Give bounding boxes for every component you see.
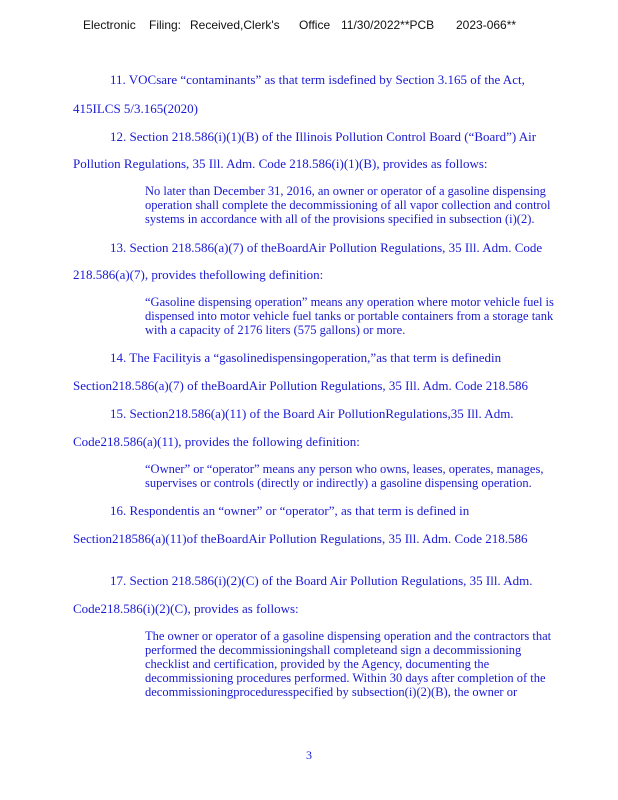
filing-stamp-header xyxy=(0,18,618,38)
paragraph-13-line-2: 218.586(a)(7), provides thefollowing definition: xyxy=(73,267,324,282)
page-number: 3 xyxy=(306,748,312,762)
block-quote-17 xyxy=(145,629,590,699)
header-filing: Filing: xyxy=(149,18,182,32)
paragraph-17-line-1: 17. Section 218.586(i)(2)(C) of the Board Air Pollution Regulations, 35 Ill. Adm. xyxy=(110,573,533,588)
header-date: 11/30/2022**PCB xyxy=(341,18,435,32)
paragraph-14-line-1: 14. The Facilityis a “gasolinedispensingoperation,”as that term is definedin xyxy=(110,350,502,365)
quote-line: with a capacity of 2176 liters (575 gallons) or more. xyxy=(145,323,406,337)
block-quote-12 xyxy=(145,184,590,226)
header-office: Office xyxy=(299,18,331,32)
quote-line: The owner or operator of a gasoline dispensing operation and the contractors that xyxy=(145,629,552,643)
paragraph-13-line-1: 13. Section 218.586(a)(7) of theBoardAir Pollution Regulations, 35 Ill. Adm. Code xyxy=(110,240,543,255)
quote-line: No later than December 31, 2016, an owner or operator of a gasoline dispensing xyxy=(145,184,546,198)
quote-line: systems in accordance with all of the provisions specified in subsection (i)(2). xyxy=(145,212,535,226)
paragraph-14-line-2: Section218.586(a)(7) of theBoardAir Pollution Regulations, 35 Ill. Adm. Code 218.586 xyxy=(73,378,528,393)
header-electronic: Electronic xyxy=(83,18,136,32)
paragraph-12-line-1: 12. Section 218.586(i)(1)(B) of the Illinois Pollution Control Board (“Board”) Air xyxy=(110,129,537,144)
quote-line: “Gasoline dispensing operation” means any operation where motor vehicle fuel is xyxy=(145,295,554,309)
quote-line: checklist and certification, provided by the Agency, documenting the xyxy=(145,657,490,671)
quote-line: supervises or controls (directly or indirectly) a gasoline dispensing operation. xyxy=(145,476,532,490)
header-case-number: 2023-066** xyxy=(456,18,517,32)
header-received: Received,Clerk's xyxy=(190,18,280,32)
quote-line: decommissioning procedures performed. Within 30 days after completion of the xyxy=(145,671,546,685)
paragraph-11-line-1: 11. VOCsare “contaminants” as that term isdefined by Section 3.165 of the Act, xyxy=(110,72,525,87)
paragraph-15-line-2: Code218.586(a)(11), provides the following definition: xyxy=(73,434,360,449)
paragraph-11-line-2: 415ILCS 5/3.165(2020) xyxy=(73,101,198,116)
quote-line: operation shall complete the decommissioning of all vapor collection and control xyxy=(145,198,551,212)
block-quote-13 xyxy=(145,295,590,337)
paragraph-16-line-1: 16. Respondentis an “owner” or “operator”, as that term is defined in xyxy=(110,503,470,518)
paragraph-16-line-2: Section218586(a)(11)of theBoardAir Pollution Regulations, 35 Ill. Adm. Code 218.586 xyxy=(73,531,528,546)
quote-line: “Owner” or “operator” means any person who owns, leases, operates, manages, xyxy=(145,462,544,476)
quote-line: dispensed into motor vehicle fuel tanks or portable containers from a storage tank xyxy=(145,309,554,323)
paragraph-12-line-2: Pollution Regulations, 35 Ill. Adm. Code 218.586(i)(1)(B), provides as follows: xyxy=(73,156,488,171)
paragraph-15-line-1: 15. Section218.586(a)(11) of the Board Air PollutionRegulations,35 Ill. Adm. xyxy=(110,406,514,421)
quote-line: performed the decommissioningshall completeand sign a decommissioning xyxy=(145,643,522,657)
quote-line: decommissioningproceduresspecified by subsection(i)(2)(B), the owner or xyxy=(145,685,518,699)
block-quote-15 xyxy=(145,462,590,490)
paragraph-17-line-2: Code218.586(i)(2)(C), provides as follows: xyxy=(73,601,299,616)
